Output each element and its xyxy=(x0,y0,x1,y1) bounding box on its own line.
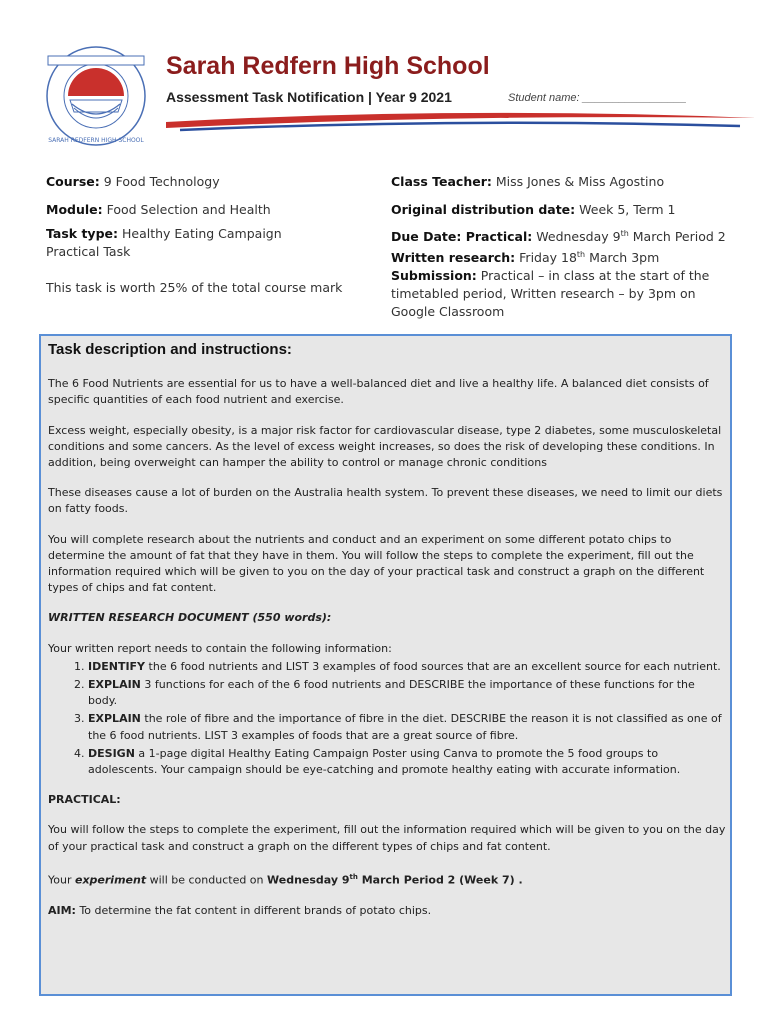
due-dates-block: Due Date: Practical: Wednesday 9th March Period 2 Written research: Friday 18th March 3pm Submission: Practical – in class at the start of the timetabled period, Written research – by 3pm on Google Classroom xyxy=(391,229,726,320)
report-requirements-list xyxy=(48,659,726,778)
paragraph-nutrients: The 6 Food Nutrients are essential for us to have a well-balanced diet and live a healthy life. A balanced diet consists of specific quantities of each food nutrient and exercise. xyxy=(48,377,709,407)
header-swoosh-decoration xyxy=(160,108,760,136)
student-name-field: Student name: _________________ xyxy=(508,92,687,104)
list-item: 3. EXPLAIN the role of fibre and the importance of fibre in the diet. DESCRIBE the reason it is not classified as one of the 6 food nutrients. LIST 3 examples of foods that are a great source of fibre. xyxy=(88,711,726,743)
aim-line: AIM: To determine the fat content in different brands of potato chips. xyxy=(48,903,432,917)
task-description-box xyxy=(39,334,732,996)
svg-text:SARAH REDFERN HIGH SCHOOL: SARAH REDFERN HIGH SCHOOL xyxy=(48,137,144,144)
task-weight: This task is worth 25% of the total course mark xyxy=(46,280,343,295)
report-intro: Your written report needs to contain the following information: xyxy=(48,641,392,655)
school-crest-logo xyxy=(44,44,148,148)
paragraph-excess-weight: Excess weight, especially obesity, is a major risk factor for cardiovascular disease, type 2 diabetes, some musculoskeletal conditions and some cancers. As the level of excess weight increases, so does the risk of developing these conditions. In addition, being overweight can hamper the ability to control or manage chronic conditions xyxy=(48,423,722,470)
written-research-heading: WRITTEN RESEARCH DOCUMENT (550 words): xyxy=(48,611,332,625)
document-subtitle: Assessment Task Notification | Year 9 2021 xyxy=(166,89,452,105)
task-description-title: Task description and instructions: xyxy=(48,341,292,358)
practical-heading: PRACTICAL: xyxy=(48,793,121,807)
experiment-date-line: Your experiment will be conducted on Wednesday 9th March Period 2 (Week 7) . xyxy=(48,872,523,887)
class-teacher-line: Class Teacher: Miss Jones & Miss Agostino xyxy=(391,174,665,189)
school-title: Sarah Redfern High School xyxy=(166,52,490,80)
paragraph-diseases: These diseases cause a lot of burden on the Australia health system. To prevent these diseases, we need to limit our diets on fatty foods. xyxy=(48,486,723,516)
module-line: Module: Food Selection and Health xyxy=(46,202,271,217)
list-item: 4. DESIGN a 1-page digital Healthy Eating Campaign Poster using Canva to promote the 5 food groups to adolescents. Your campaign should be eye-catching and promote healthy eating with accurate information. xyxy=(88,746,726,778)
distribution-date-line: Original distribution date: Week 5, Term 1 xyxy=(391,202,676,217)
list-item: 1. IDENTIFY the 6 food nutrients and LIST 3 examples of food sources that are an excellent source for each nutrient. xyxy=(88,659,726,675)
paragraph-research: You will complete research about the nutrients and conduct and an experiment on some different potato chips to determine the amount of fat that they have in them. You will follow the steps to complete the experiment, fill out the information required which will be given to you on the day of your practical task and construct a graph on the different types of chips and fat content. xyxy=(48,532,705,595)
paragraph-practical: You will follow the steps to complete the experiment, fill out the information required which will be given to you on the day of your practical task and construct a graph on the different types of chips and fat content. xyxy=(48,823,726,853)
task-type-line: Task type: Healthy Eating Campaign Practical Task xyxy=(46,226,282,259)
list-item: 2. EXPLAIN 3 functions for each of the 6 food nutrients and DESCRIBE the importance of these functions for the body. xyxy=(88,677,726,709)
course-line: Course: 9 Food Technology xyxy=(46,174,220,189)
